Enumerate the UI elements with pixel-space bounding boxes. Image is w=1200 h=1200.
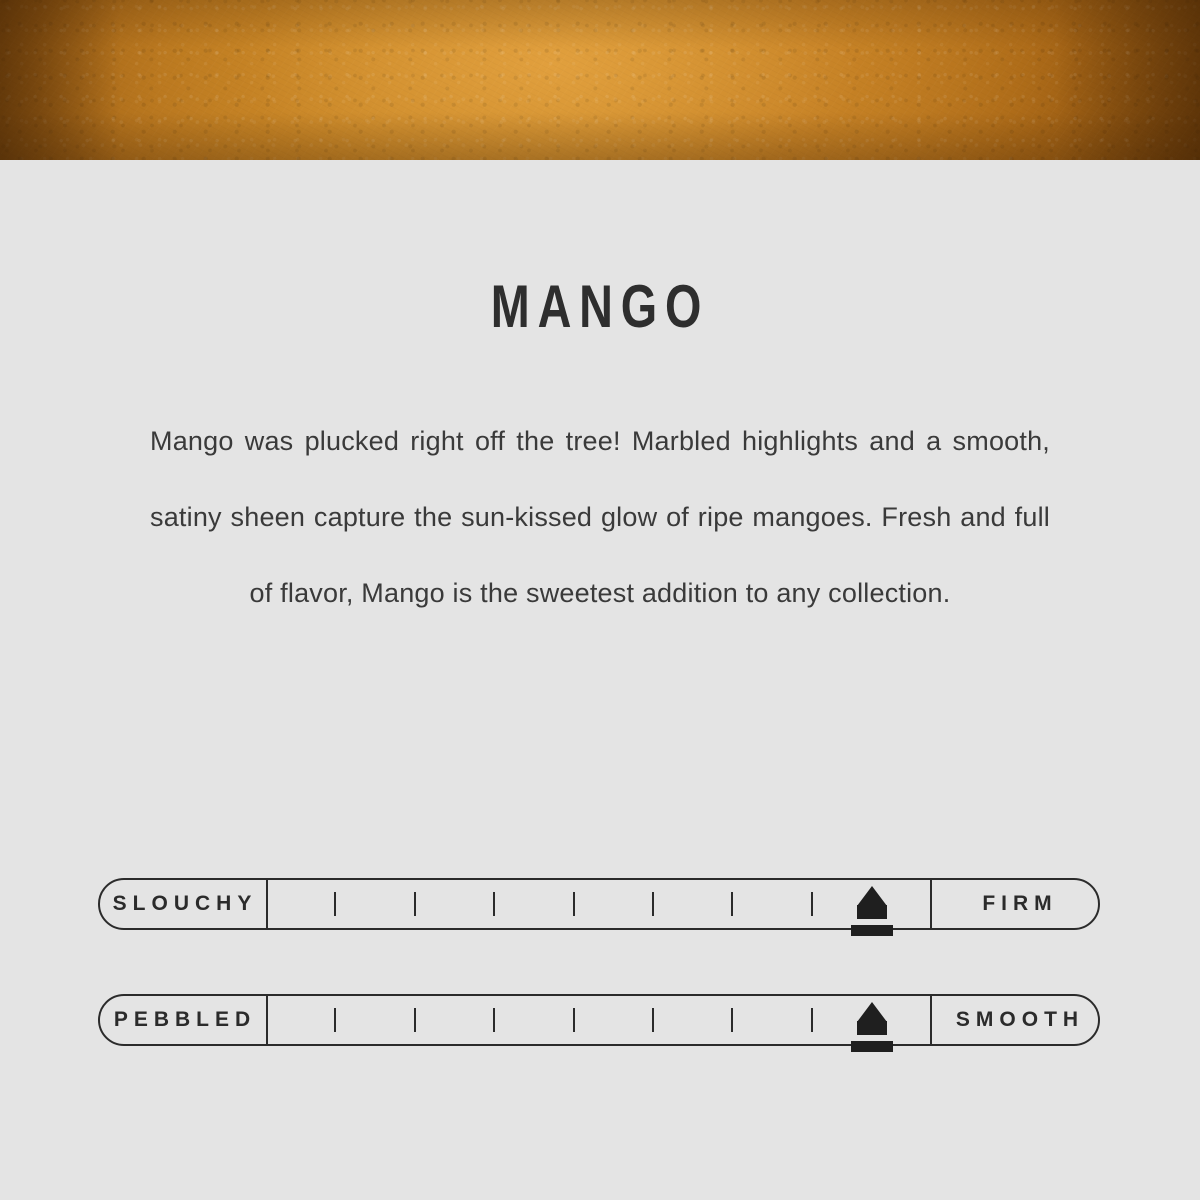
scale-ticks [268,878,930,930]
scale-ticks [268,994,930,1046]
marker-head-icon [857,1002,887,1022]
scale-right-label: FIRM [930,878,1102,930]
marker-head-icon [857,886,887,906]
scale-tick [493,892,495,916]
marker-foot [851,1041,893,1052]
scale-tick [493,1008,495,1032]
marker-foot [851,925,893,936]
page-title: MANGO [490,273,710,340]
scale-left-label: PEBBLED [98,994,268,1046]
scale-tick [573,892,575,916]
scale-tick [334,1008,336,1032]
marker-slot [857,919,887,923]
scale-tick [811,892,813,916]
swatch-vignette [0,0,1200,160]
marker-slot [857,1035,887,1039]
scale-tick [334,892,336,916]
scale-right-label: SMOOTH [930,994,1102,1046]
scale-tick [731,1008,733,1032]
scale-marker[interactable] [851,1002,893,1056]
scale-tick [652,1008,654,1032]
scale-marker[interactable] [851,886,893,940]
attribute-scales [0,878,1200,1110]
scale-tick [652,892,654,916]
leather-swatch-banner [0,0,1200,160]
scale-structure [98,878,1102,932]
scale-tick [414,892,416,916]
scale-texture [98,994,1102,1048]
scale-tick [811,1008,813,1032]
scale-tick [573,1008,575,1032]
scale-tick [731,892,733,916]
product-description: Mango was plucked right off the tree! Marbled highlights and a smooth, satiny sheen capture the sun-kissed glow of ripe mangoes. Fresh and full of flavor, Mango is the sweetest addition to any collection. [150,426,1050,608]
scale-tick [414,1008,416,1032]
scale-left-label: SLOUCHY [98,878,268,930]
